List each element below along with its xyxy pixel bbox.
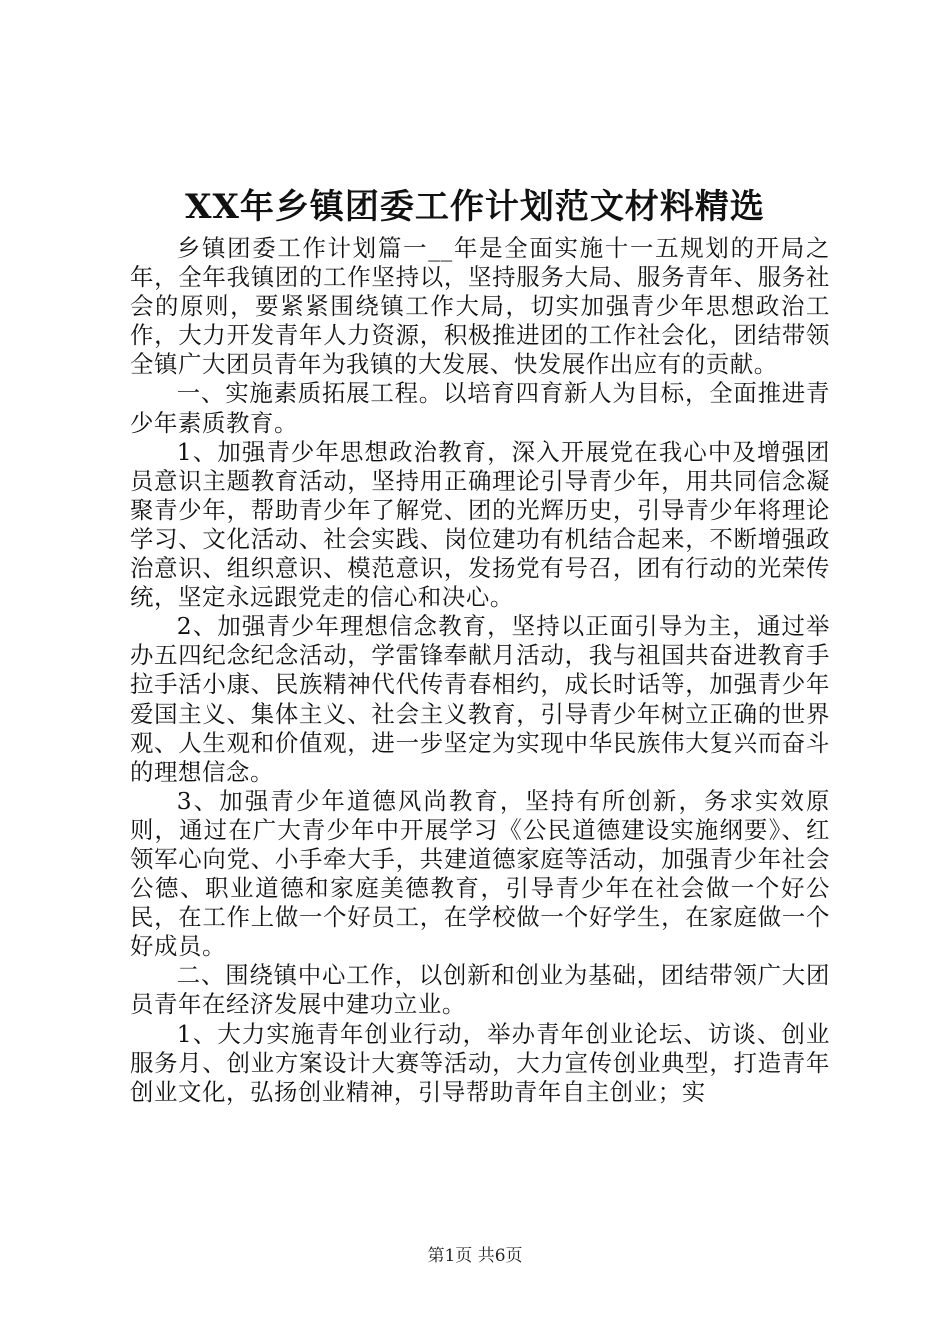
paragraph-section-one: 一、实施素质拓展工程。以培育四育新人为目标，全面推进青少年素质教育。 [130, 379, 830, 437]
document-body [130, 234, 830, 1107]
paragraph-section-two: 二、围绕镇中心工作，以创新和创业为基础，团结带领广大团员青年在经济发展中建功立业。 [130, 961, 830, 1019]
paragraph-item-2-1: 1、大力实施青年创业行动，举办青年创业论坛、访谈、创业服务月、创业方案设计大赛等活动，大力宣传创业典型，打造青年创业文化，弘扬创业精神，引导帮助青年自主创业；实 [130, 1019, 830, 1106]
paragraph-item-1-2: 2、加强青少年理想信念教育，坚持以正面引导为主，通过举办五四纪念纪念活动，学雷锋奉献月活动，我与祖国共奋进教育手拉手活小康、民族精神代代传青春相约，成长时话等，加强青少年爱国主义、集体主义、社会主义教育，引导青少年树立正确的世界观、人生观和价值观，进一步坚定为实现中华民族伟大复兴而奋斗的理想信念。 [130, 612, 830, 786]
paragraph-intro: 乡镇团委工作计划篇一__年是全面实施十一五规划的开局之年，全年我镇团的工作坚持以，坚持服务大局、服务青年、服务社会的原则，要紧紧围绕镇工作大局，切实加强青少年思想政治工作，大力开发青年人力资源，积极推进团的工作社会化，团结带领全镇广大团员青年为我镇的大发展、快发展作出应有的贡献。 [130, 234, 830, 379]
paragraph-item-1-3: 3、加强青少年道德风尚教育，坚持有所创新，务求实效原则，通过在广大青少年中开展学习《公民道德建设实施纲要》、红领军心向党、小手牵大手，共建道德家庭等活动，加强青少年社会公德、职业道德和家庭美德教育，引导青少年在社会做一个好公民，在工作上做一个好员工，在学校做一个好学生，在家庭做一个好成员。 [130, 786, 830, 961]
paragraph-item-1-1: 1、加强青少年思想政治教育，深入开展党在我心中及增强团员意识主题教育活动，坚持用正确理论引导青少年，用共同信念凝聚青少年，帮助青少年了解党、团的光辉历史，引导青少年将理论学习、文化活动、社会实践、岗位建功有机结合起来，不断增强政治意识、组织意识、模范意识，发扬党有号召，团有行动的光荣传统，坚定永远跟党走的信心和决心。 [130, 437, 830, 612]
page-footer: 第1页 共6页 [427, 1246, 523, 1266]
document-title: XX年乡镇团委工作计划范文材料精选 [185, 187, 765, 227]
